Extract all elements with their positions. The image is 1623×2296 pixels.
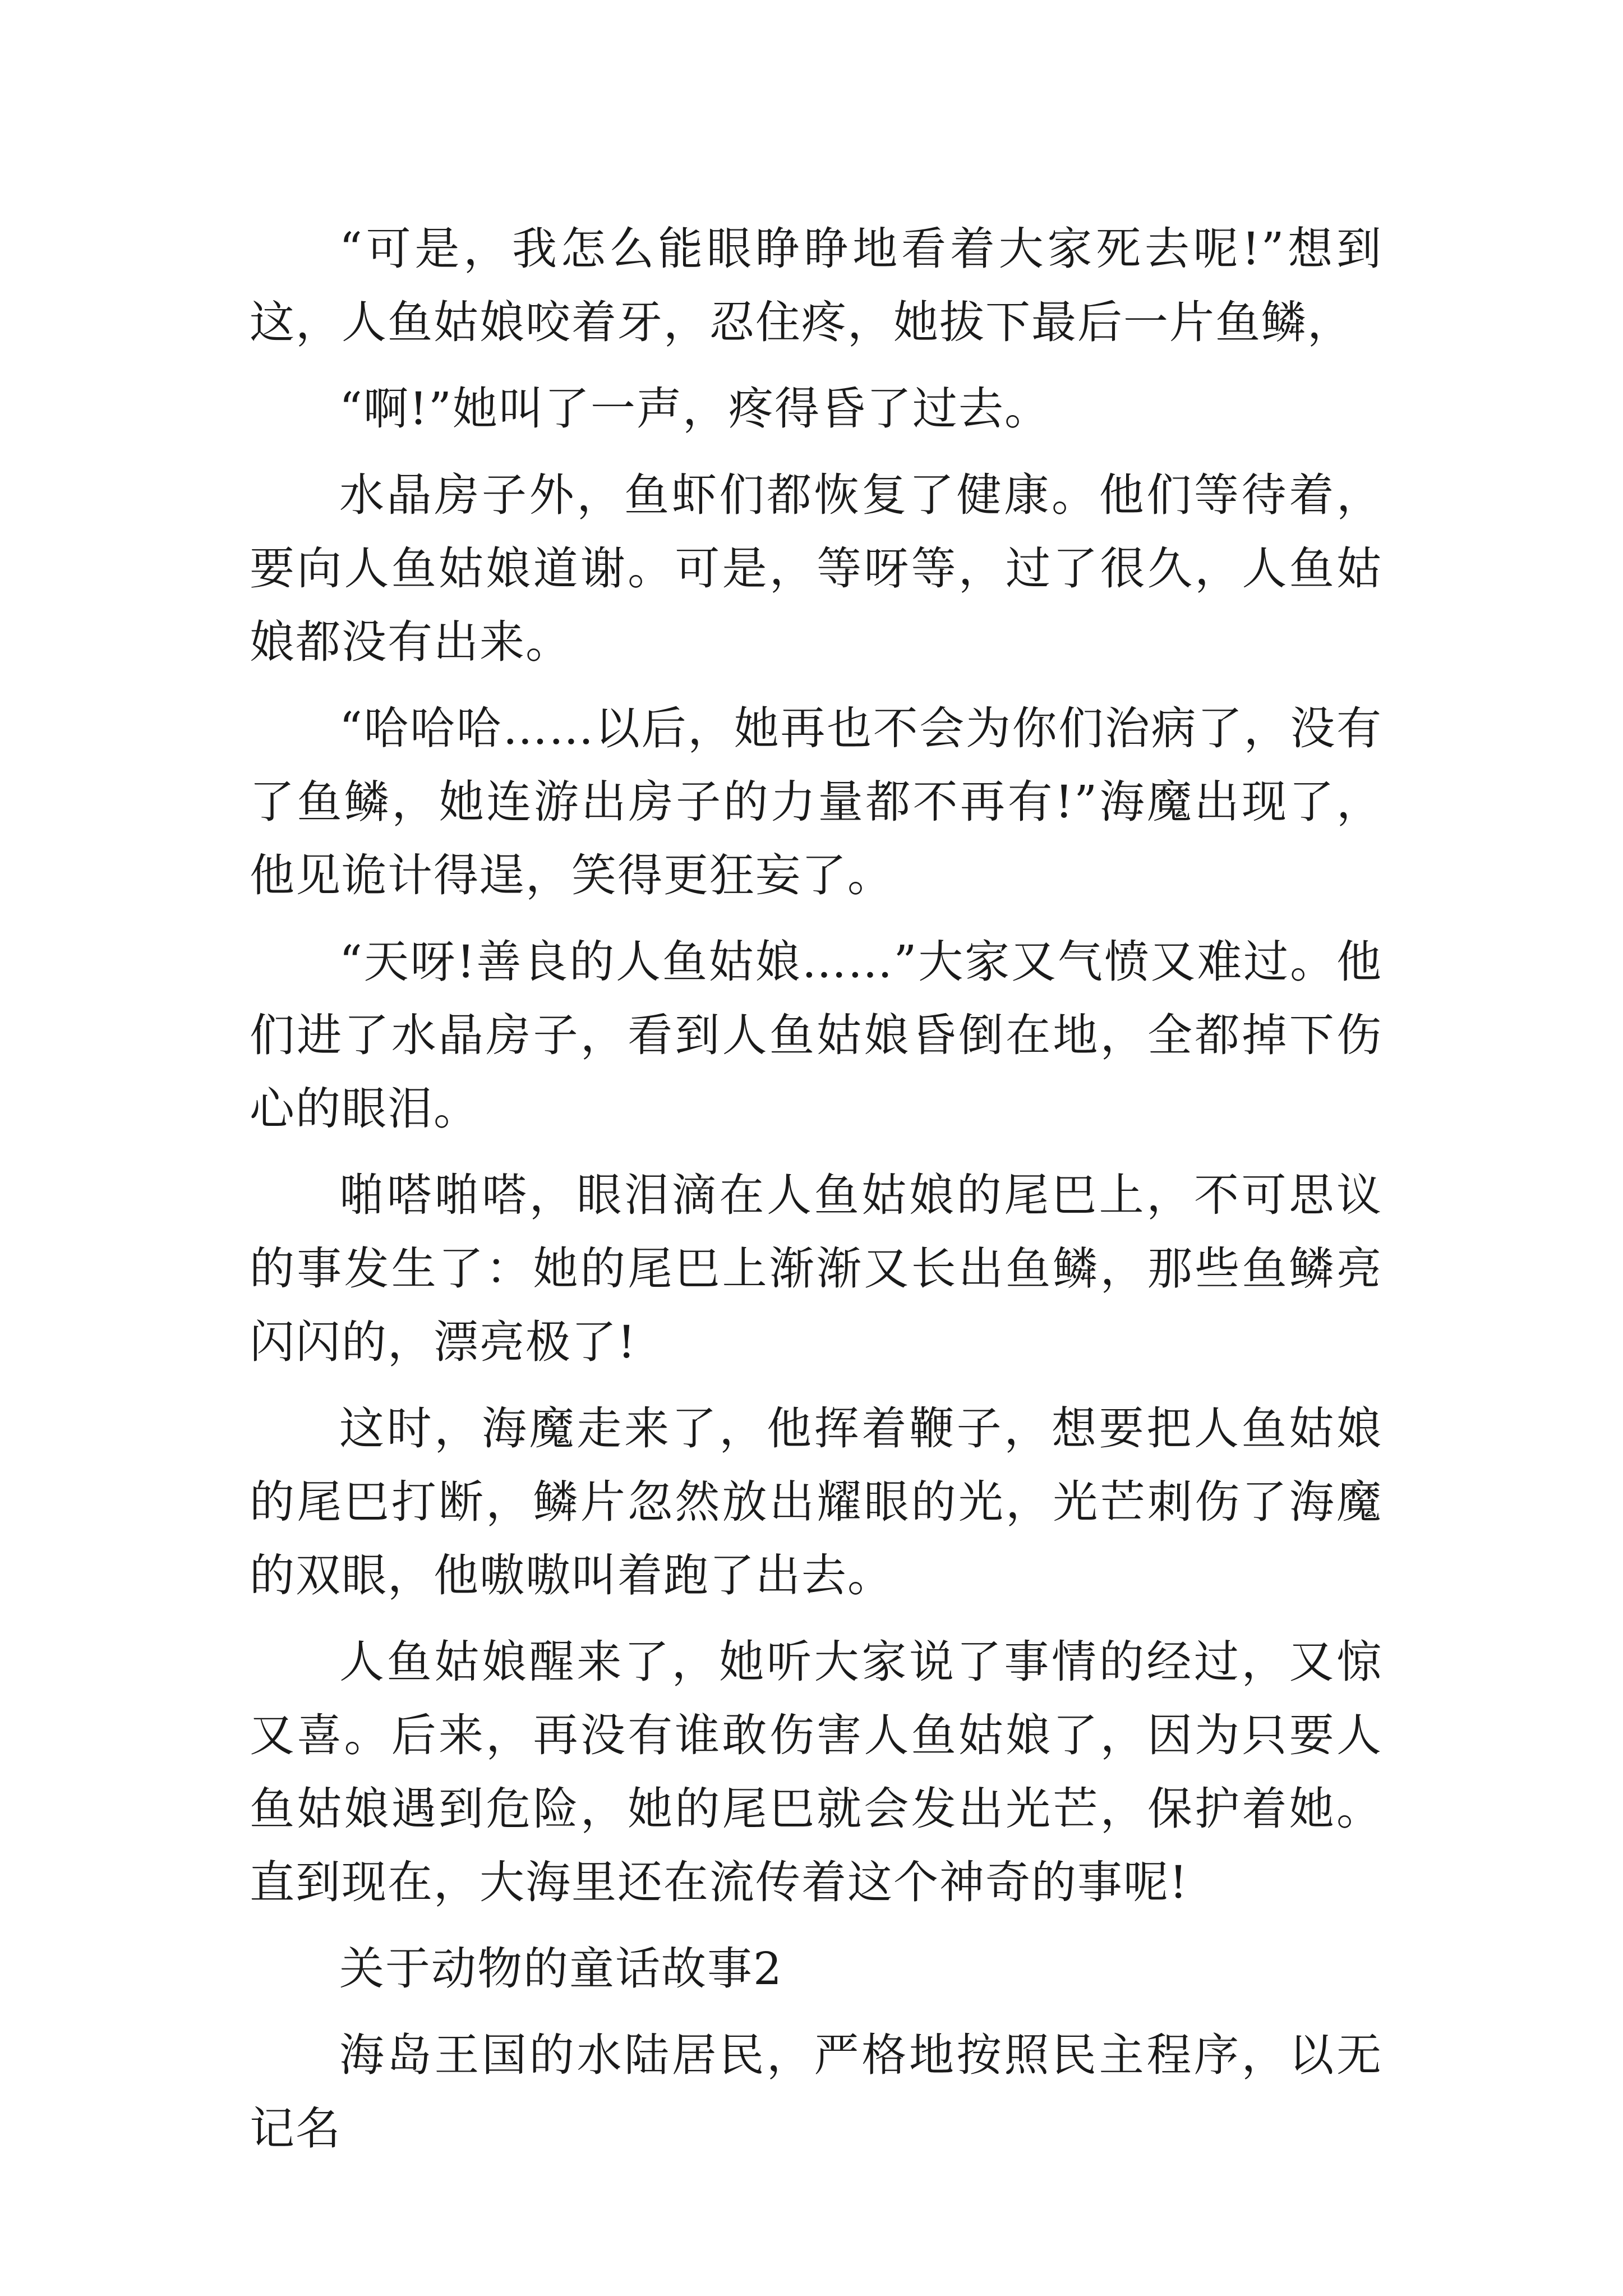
paragraph-4: “哈哈哈……以后，她再也不会为你们治病了，没有了鱼鳞，她连游出房子的力量都不再有!”海魔出现了，他见诡计得逞，笑得更狂妄了。: [250, 702, 1382, 901]
paragraph-3: 水晶房子外，鱼虾们都恢复了健康。他们等待着，要向人鱼姑娘道谢。可是，等呀等，过了很久，人鱼姑娘都没有出来。: [250, 469, 1382, 668]
paragraph-1: “可是，我怎么能眼睁睁地看着大家死去呢!”想到这，人鱼姑娘咬着牙，忍住疼，她拔下最后一片鱼鳞，: [250, 223, 1382, 348]
section-heading: 关于动物的童话故事2: [339, 1943, 783, 1995]
paragraph-5: “天呀!善良的人鱼姑娘……”大家又气愤又难过。他们进了水晶房子，看到人鱼姑娘昏倒在地，全都掉下伤心的眼泪。: [250, 936, 1382, 1135]
paragraph-9: 海岛王国的水陆居民，严格地按照民主程序，以无记名: [250, 2029, 1382, 2155]
paragraph-7: 这时，海魔走来了，他挥着鞭子，想要把人鱼姑娘的尾巴打断，鳞片忽然放出耀眼的光，光芒刺伤了海魔的双眼，他嗷嗷叫着跑了出去。: [250, 1402, 1382, 1602]
document-body: [250, 212, 1382, 2178]
paragraph-8: 人鱼姑娘醒来了，她听大家说了事情的经过，又惊又喜。后来，再没有谁敢伤害人鱼姑娘了，因为只要人鱼姑娘遇到危险，她的尾巴就会发出光芒，保护着她。直到现在，大海里还在流传着这个神奇的事呢!: [250, 1636, 1382, 1908]
paragraph-2: “啊!”她叫了一声，疼得昏了过去。: [339, 383, 1050, 435]
paragraph-6: 啪嗒啪嗒，眼泪滴在人鱼姑娘的尾巴上，不可思议的事发生了：她的尾巴上渐渐又长出鱼鳞，那些鱼鳞亮闪闪的，漂亮极了!: [250, 1169, 1382, 1368]
